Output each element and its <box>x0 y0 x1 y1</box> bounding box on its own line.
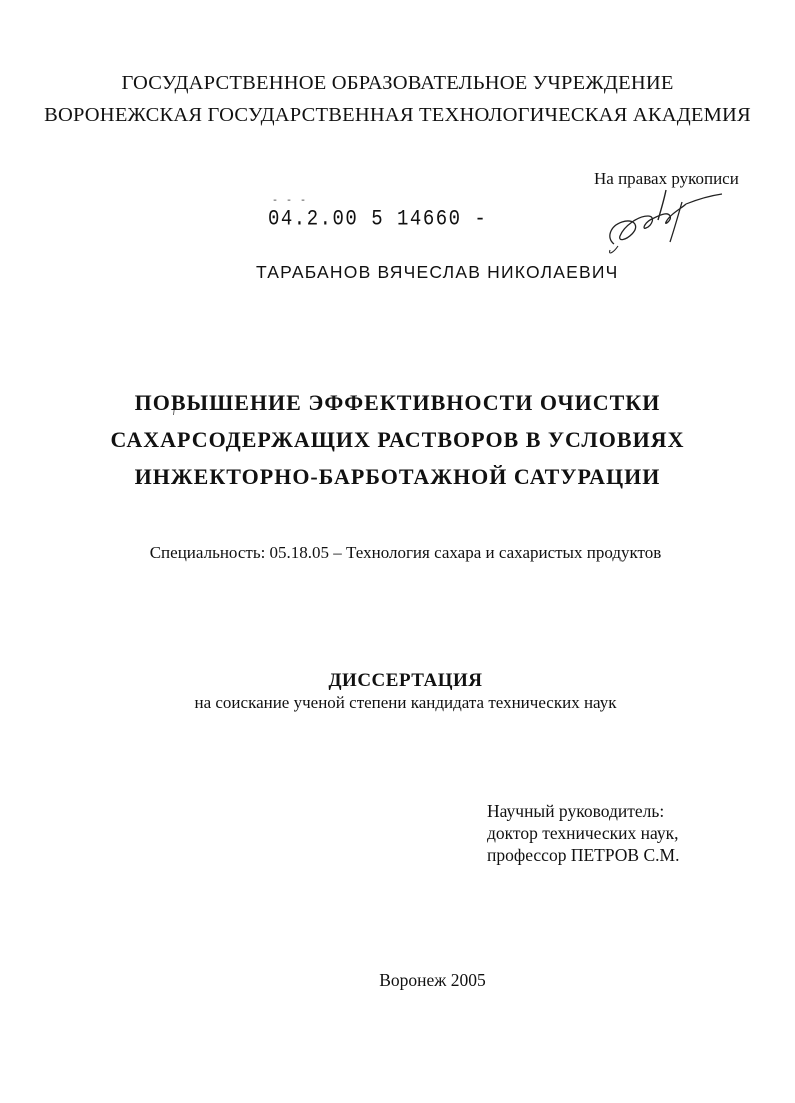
institution-line-2: ВОРОНЕЖСКАЯ ГОСУДАРСТВЕННАЯ ТЕХНОЛОГИЧЕСКАЯ АКАДЕМИЯ <box>44 104 751 126</box>
city-year: Воронеж 2005 <box>379 970 486 990</box>
author-name: ТАРАБАНОВ ВЯЧЕСЛАВ НИКОЛАЕВИЧ <box>256 262 619 282</box>
degree-line: на соискание ученой степени кандидата технических наук <box>194 693 617 712</box>
institution-line-1: ГОСУДАРСТВЕННОЕ ОБРАЗОВАТЕЛЬНОЕ УЧРЕЖДЕНИЕ <box>121 72 674 94</box>
registration-stamp-number: 04.2.00 5 14660 - <box>268 206 488 232</box>
dissertation-label: ДИССЕРТАЦИЯ <box>328 670 483 691</box>
advisor-heading: Научный руководитель: <box>487 801 665 821</box>
dissertation-title-line-2: САХАРСОДЕРЖАЩИХ РАСТВОРОВ В УСЛОВИЯХ <box>110 427 685 452</box>
advisor-degree: доктор технических наук, <box>487 823 679 843</box>
advisor-name: профессор ПЕТРОВ С.М. <box>487 845 680 865</box>
dissertation-title-line-1: ПОВЫШЕНИЕ ЭФФЕКТИВНОСТИ ОЧИСТКИ <box>134 390 661 415</box>
manuscript-rights-label: На правах рукописи <box>594 169 739 188</box>
dissertation-title-line-3: ИНЖЕКТОРНО-БАРБОТАЖНОЙ САТУРАЦИИ <box>134 464 661 489</box>
specialty-line: Специальность: 05.18.05 – Технология сахара и сахаристых продуктов <box>149 543 662 562</box>
stamp-marks: - - - <box>272 196 308 207</box>
handwritten-signature <box>604 186 734 258</box>
